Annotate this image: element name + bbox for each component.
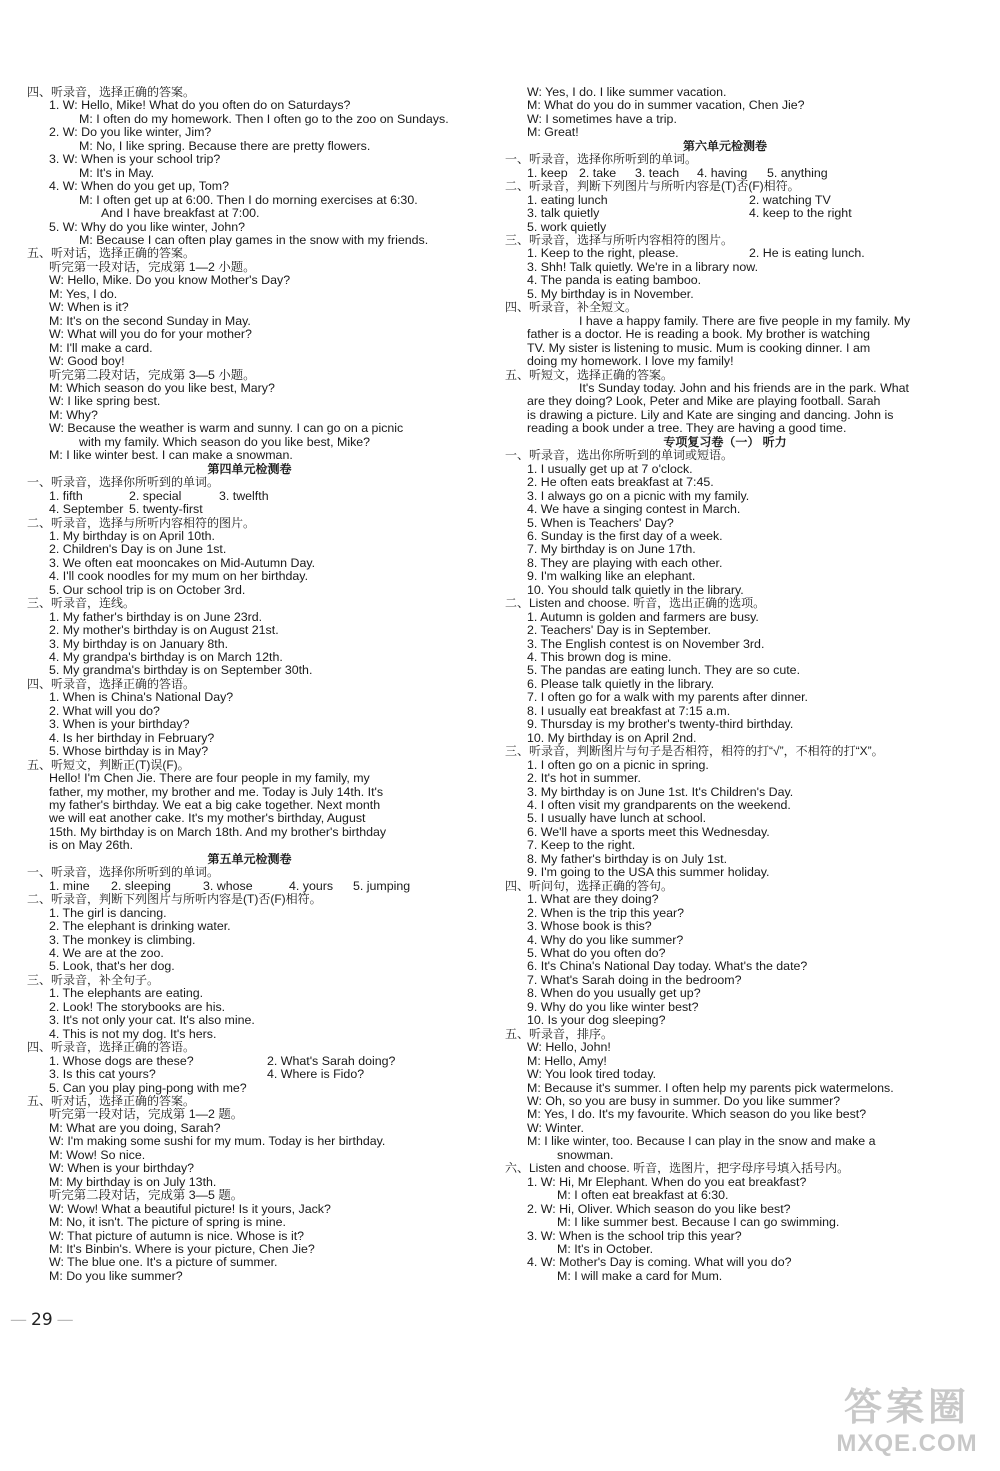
text-line: 5. work quietly — [527, 220, 607, 234]
text-line: 5. The pandas are eating lunch. They are so cute. — [527, 664, 801, 678]
text-line: doing my homework. I love my family! — [527, 355, 734, 369]
text-line: 6. Sunday is the first day of a week. — [527, 529, 723, 543]
text-line: W: What will you do for your mother? — [49, 328, 252, 342]
text-line: 5. When is Teachers' Day? — [527, 516, 674, 530]
text-line: 3. My birthday is on January 8th. — [49, 637, 229, 651]
item-row — [27, 880, 472, 893]
text-line: 听完第二段对话，完成第 3—5 小题。 — [49, 368, 256, 382]
text-line: M: Hello, Amy! — [527, 1054, 607, 1068]
text-line: 15th. My birthday is on March 18th. And my brother's birthday — [49, 825, 387, 839]
text-line: 7. I often go for a walk with my parents after dinner. — [527, 691, 808, 705]
text-line: 4. My grandpa's birthday is on March 12th. — [49, 651, 283, 665]
text-line: W: I'm making some sushi for my mum. Today is her birthday. — [49, 1135, 386, 1149]
item-option: 5. anything — [767, 166, 828, 180]
text-line: 5. Our school trip is on October 3rd. — [49, 583, 246, 597]
question-heading: 一、听录音，选出你所听到的单词或短语。 — [505, 449, 734, 463]
left-column — [27, 86, 472, 1283]
text-line: M: What are you doing, Sarah? — [49, 1121, 221, 1135]
item-option: 4. keep to the right — [749, 207, 852, 221]
text-line: 7. Keep to the right. — [527, 839, 636, 853]
text-line: 1. I usually get up at 7 o'clock. — [527, 462, 693, 476]
text-line: 5. My grandma's birthday is on September 30th. — [49, 664, 313, 678]
text-line: 3. W: When is your school trip? — [49, 153, 221, 167]
text-line: snowman. — [557, 1148, 614, 1162]
item-row — [27, 490, 472, 503]
text-line: 1. When is China's National Day? — [49, 691, 234, 705]
question-heading: 四、听录音，补全短文。 — [505, 301, 638, 315]
text-line: father is a doctor. He is reading a book. My brother is watching — [527, 328, 870, 342]
text-line: M: Yes, I do. It's my favourite. Which season do you like best? — [527, 1108, 867, 1122]
item-row — [505, 194, 945, 207]
text-line: 9. I'm going to the USA this summer holiday. — [527, 866, 770, 880]
text-line: 8. They are playing with each other. — [527, 556, 723, 570]
question-heading: 五、听录音，排序。 — [505, 1027, 614, 1041]
question-heading: 二、听录音，判断下列图片与所听内容是(T)否(F)相符。 — [505, 180, 800, 194]
text-line: M: It's in October. — [557, 1242, 654, 1256]
text-line: M: Do you like summer? — [49, 1269, 183, 1283]
item-option: 1. Whose dogs are these? — [49, 1054, 194, 1068]
text-line: 听完第二段对话，完成第 3—5 题。 — [49, 1189, 244, 1203]
item-option: 2. watching TV — [749, 193, 831, 207]
question-heading: 五、听短文，选择正确的答案。 — [505, 368, 674, 382]
text-line: 1. The elephants are eating. — [49, 987, 204, 1001]
text-line: M: I'll make a card. — [49, 341, 153, 355]
text-line: W: The blue one. It's a picture of summer. — [49, 1256, 278, 1270]
text-line: 4. W: When do you get up, Tom? — [49, 180, 229, 194]
item-option: 5. twenty-first — [129, 503, 203, 517]
text-line: 2. Teachers' Day is in September. — [527, 624, 711, 638]
question-heading: 六、Listen and choose. 听音，选图片，把字母序号填入括号内。 — [505, 1162, 850, 1176]
text-line: M: I often get up at 6:00. Then I do morning exercises at 6:30. — [79, 193, 418, 207]
text-line: M: Wow! So nice. — [49, 1148, 146, 1162]
text-line: 5. I usually have lunch at school. — [527, 812, 707, 826]
text-line: 听完第一段对话，完成第 1—2 题。 — [49, 1108, 244, 1122]
text-line: 1. W: Hello, Mike! What do you often do on Saturdays? — [49, 99, 351, 113]
text-line: 10. Is your dog sleeping? — [527, 1014, 666, 1028]
text-line: W: Because the weather is warm and sunny. I can go on a picnic — [49, 422, 404, 436]
item-option: 3. whose — [203, 879, 253, 893]
text-line: M: Because it's summer. I often help my parents pick watermelons. — [527, 1081, 894, 1095]
text-line: 1. My birthday is on April 10th. — [49, 529, 215, 543]
section-title: 第六单元检测卷 — [682, 139, 767, 153]
text-line: W: That picture of autumn is nice. Whose is it? — [49, 1229, 305, 1243]
text-line: W: I like spring best. — [49, 395, 161, 409]
text-line: 10. You should talk quietly in the library. — [527, 583, 744, 597]
question-heading: 一、听录音，选择你所听到的单词。 — [505, 153, 698, 167]
text-line: 1. I often go on a picnic in spring. — [527, 758, 709, 772]
text-line: W: Good boy! — [49, 355, 125, 369]
text-line: 4. Why do you like summer? — [527, 933, 684, 947]
text-line: M: My birthday is on July 13th. — [49, 1175, 217, 1189]
text-line: 4. We are at the zoo. — [49, 947, 164, 960]
text-line: 9. Thursday is my brother's twenty-third birthday. — [527, 718, 794, 732]
text-line: 3. I always go on a picnic with my family. — [527, 489, 750, 503]
text-line: 3. The English contest is on November 3rd. — [527, 637, 765, 651]
text-line: 5. Can you play ping-pong with me? — [49, 1081, 247, 1095]
text-line: 3. The monkey is climbing. — [49, 933, 196, 947]
question-heading: 一、听录音，选择你所听到的单词。 — [27, 476, 220, 490]
item-row — [27, 1055, 472, 1068]
item-option: 1. mine — [49, 879, 90, 893]
text-line: M: No, it isn't. The picture of spring is mine. — [49, 1216, 286, 1230]
text-line: And I have breakfast at 7:00. — [101, 207, 260, 221]
right-column — [505, 86, 945, 1283]
question-heading: 五、听对话，选择正确的答案。 — [27, 1094, 196, 1108]
text-line: TV. My sister is listening to music. Mum is cooking dinner. I am — [527, 341, 871, 355]
page-number: — 29 — — [10, 1310, 74, 1330]
text-line: 2. When is the trip this year? — [527, 906, 685, 920]
text-line: 2. He often eats breakfast at 7:45. — [527, 476, 714, 490]
text-line: 3. W: When is the school trip this year? — [527, 1229, 742, 1243]
text-line: M: I like winter, too. Because I can play in the snow and make a — [527, 1135, 876, 1149]
item-row — [27, 503, 472, 516]
watermark-logo — [832, 1386, 982, 1464]
text-line: M: I often eat breakfast at 6:30. — [557, 1189, 729, 1203]
item-option: 3. Is this cat yours? — [49, 1068, 156, 1082]
text-line: 10. My birthday is on April 2nd. — [527, 731, 697, 745]
section-title: 专项复习卷（一） 听力 — [663, 435, 787, 449]
question-heading: 三、听录音，选择与所听内容相符的图片。 — [505, 233, 734, 247]
section-title: 第四单元检测卷 — [207, 462, 292, 476]
text-line: reading a book under a tree. They are having a good time. — [527, 422, 847, 436]
item-option: 5. jumping — [353, 879, 411, 893]
text-line: M: What do you do in summer vacation, Chen Jie? — [527, 99, 805, 113]
text-line: with my family. Which season do you like best, Mike? — [79, 435, 371, 449]
text-line: 2. W: Do you like winter, Jim? — [49, 126, 212, 140]
item-option: 3. teach — [635, 166, 680, 180]
text-line: W: Wow! What a beautiful picture! Is it yours, Jack? — [49, 1202, 331, 1216]
text-line: 8. When do you usually get up? — [527, 987, 701, 1001]
text-line: 1. My father's birthday is on June 23rd. — [49, 610, 263, 624]
text-line: M: I like summer best. Because I can go swimming. — [557, 1216, 840, 1230]
text-line: 8. My father's birthday is on July 1st. — [527, 852, 728, 866]
item-row — [505, 207, 945, 220]
text-line: 2. My mother's birthday is on August 21st. — [49, 624, 279, 638]
text-line: 2. Look! The storybooks are his. — [49, 1000, 226, 1014]
item-option: 2. He is eating lunch. — [749, 247, 865, 261]
text-line: 4. I often visit my grandparents on the weekend. — [527, 799, 791, 813]
question-heading: 三、听录音，补全句子。 — [27, 973, 160, 987]
question-heading: 五、听短文，判断正(T)误(F)。 — [27, 758, 190, 772]
item-option: 1. keep — [527, 166, 568, 180]
text-line: 5. Whose birthday is in May? — [49, 745, 209, 759]
text-line: 6. It's China's National Day today. What's the date? — [527, 960, 808, 974]
text-line: M: Yes, I do. — [49, 287, 118, 301]
text-line: 4. We have a singing contest in March. — [527, 503, 741, 517]
item-option: 3. twelfth — [219, 489, 269, 503]
text-line: M: It's in May. — [79, 166, 155, 180]
item-option: 2. What's Sarah doing? — [267, 1054, 396, 1068]
question-heading: 二、听录音，判断下列图片与所听内容是(T)否(F)相符。 — [27, 893, 322, 907]
text-line: 3. My birthday is on June 1st. It's Children's Day. — [527, 785, 794, 799]
text-line: 3. When is your birthday? — [49, 718, 190, 732]
watermark-url: MXQE.COM — [836, 1430, 978, 1457]
section-title: 第五单元检测卷 — [207, 852, 292, 866]
text-line: 4. This is not my dog. It's hers. — [49, 1027, 217, 1041]
text-line: 4. The panda is eating bamboo. — [527, 274, 702, 288]
question-heading: 四、听录音，选择正确的答语。 — [27, 677, 196, 691]
text-line: 听完第一段对话，完成第 1—2 小题。 — [49, 260, 256, 274]
text-line: 5. Look, that's her dog. — [49, 960, 175, 974]
text-line: 2. W: Hi, Oliver. Which season do you like best? — [527, 1202, 791, 1216]
question-heading: 二、Listen and choose. 听音，选出正确的选项。 — [505, 597, 766, 611]
item-row — [27, 1068, 472, 1081]
watermark-logo-text: 答案圈 — [843, 1387, 970, 1429]
text-line: is on May 26th. — [49, 839, 134, 853]
item-option: 2. sleeping — [111, 879, 171, 893]
text-line: 4. Is her birthday in February? — [49, 731, 215, 745]
text-line: 4. W: Mother's Day is coming. What will you do? — [527, 1256, 792, 1270]
text-line: is drawing a picture. Lily and Kate are singing and dancing. John is — [527, 408, 894, 422]
text-line: 8. I usually eat breakfast at 7:15 a.m. — [527, 704, 731, 718]
text-line: It's Sunday today. John and his friends are in the park. What — [579, 381, 909, 395]
item-option: 4. having — [697, 166, 748, 180]
text-line: are they doing? Look, Peter and Mike are playing football. Sarah — [527, 395, 881, 409]
text-line: we will eat another cake. It's my mother's birthday, August — [49, 812, 366, 826]
text-line: M: Which season do you like best, Mary? — [49, 381, 275, 395]
text-line: W: Hello, John! — [527, 1041, 611, 1055]
item-row — [505, 167, 945, 180]
question-heading: 三、听录音，判断图片与句子是否相符，相符的打“√”，不相符的打“X”。 — [505, 745, 884, 759]
text-line: W: When is your birthday? — [49, 1162, 195, 1176]
text-line: W: Yes, I do. I like summer vacation. — [527, 86, 727, 99]
text-line: 5. What do you often do? — [527, 947, 666, 960]
text-line: my father's birthday. We eat a big cake together. Next month — [49, 799, 381, 813]
text-line: W: Oh, so you are busy in summer. Do you like summer? — [527, 1094, 841, 1108]
question-heading: 三、听录音，连线。 — [27, 597, 136, 611]
item-row — [505, 247, 945, 260]
item-option: 2. take — [579, 166, 617, 180]
text-line: 2. What will you do? — [49, 704, 160, 718]
text-line: 3. It's not only your cat. It's also mine. — [49, 1014, 255, 1028]
question-heading: 二、听录音，选择与所听内容相符的图片。 — [27, 516, 256, 530]
text-line: 4. I'll cook noodles for my mum on her birthday. — [49, 570, 309, 584]
text-line: 7. What's Sarah doing in the bedroom? — [527, 973, 742, 987]
text-line: M: It's on the second Sunday in May. — [49, 314, 251, 328]
question-heading: 一、听录音，选择你所听到的单词。 — [27, 866, 220, 880]
item-option: 1. eating lunch — [527, 193, 608, 207]
text-line: M: It's Binbin's. Where is your picture, Chen Jie? — [49, 1242, 315, 1256]
text-line: W: Hello, Mike. Do you know Mother's Day? — [49, 274, 291, 288]
text-line: 1. W: Hi, Mr Elephant. When do you eat breakfast? — [527, 1175, 807, 1189]
question-heading: 四、听录音，选择正确的答案。 — [27, 86, 196, 99]
question-heading: 四、听录音，选择正确的答语。 — [27, 1041, 196, 1055]
text-line: 2. It's hot in summer. — [527, 772, 641, 786]
text-line: 5. My birthday is in November. — [527, 287, 694, 301]
text-line: W: Winter. — [527, 1121, 584, 1135]
text-line: M: Great! — [527, 126, 579, 140]
text-line: 6. We'll have a sports meet this Wednesday. — [527, 825, 770, 839]
text-line: 9. I'm walking like an elephant. — [527, 570, 696, 584]
text-line: M: Because I can often play games in the snow with my friends. — [79, 233, 429, 247]
text-line: 1. What are they doing? — [527, 893, 659, 907]
text-line: M: I often do my homework. Then I often go to the zoo on Sundays. — [79, 112, 449, 126]
text-line: 3. Whose book is this? — [527, 920, 652, 934]
text-line: M: Why? — [49, 408, 98, 422]
text-line: 1. Autumn is golden and farmers are busy. — [527, 610, 759, 624]
text-line: W: When is it? — [49, 301, 129, 315]
text-line: 9. Why do you like winter best? — [527, 1000, 699, 1014]
question-heading: 五、听对话，选择正确的答案。 — [27, 247, 196, 261]
item-option: 1. Keep to the right, please. — [527, 247, 679, 261]
text-line: Hello! I'm Chen Jie. There are four people in my family, my — [49, 772, 370, 786]
text-line: M: I will make a card for Mum. — [557, 1269, 723, 1283]
item-option: 4. Where is Fido? — [267, 1068, 365, 1082]
question-heading: 四、听问句，选择正确的答句。 — [505, 879, 674, 893]
text-line: 5. W: Why do you like winter, John? — [49, 220, 246, 234]
text-line: 2. Children's Day is on June 1st. — [49, 543, 227, 557]
text-line: 2. The elephant is drinking water. — [49, 920, 231, 934]
text-line: 6. Please talk quietly in the library. — [527, 677, 715, 691]
item-option: 3. talk quietly — [527, 207, 600, 221]
text-line: 1. The girl is dancing. — [49, 906, 167, 920]
text-line: W: You look tired today. — [527, 1068, 657, 1082]
text-line: father, my mother, my brother and me. Today is July 14th. It's — [49, 785, 384, 799]
text-line: I have a happy family. There are five people in my family. My — [579, 314, 911, 328]
text-line: 3. Shh! Talk quietly. We're in a library now. — [527, 260, 759, 274]
item-option: 4. yours — [289, 879, 334, 893]
item-option: 2. special — [129, 489, 182, 503]
item-option: 1. fifth — [49, 489, 83, 503]
text-line: M: No, I like spring. Because there are pretty flowers. — [79, 139, 371, 153]
text-line: M: I like winter best. I can make a snowman. — [49, 449, 293, 463]
text-line: 3. We often eat mooncakes on Mid-Autumn Day. — [49, 556, 316, 570]
text-line: 4. This brown dog is mine. — [527, 651, 672, 665]
text-line: W: I sometimes have a trip. — [527, 112, 677, 126]
text-line: 7. My birthday is on June 17th. — [527, 543, 696, 557]
item-option: 4. September — [49, 503, 124, 517]
